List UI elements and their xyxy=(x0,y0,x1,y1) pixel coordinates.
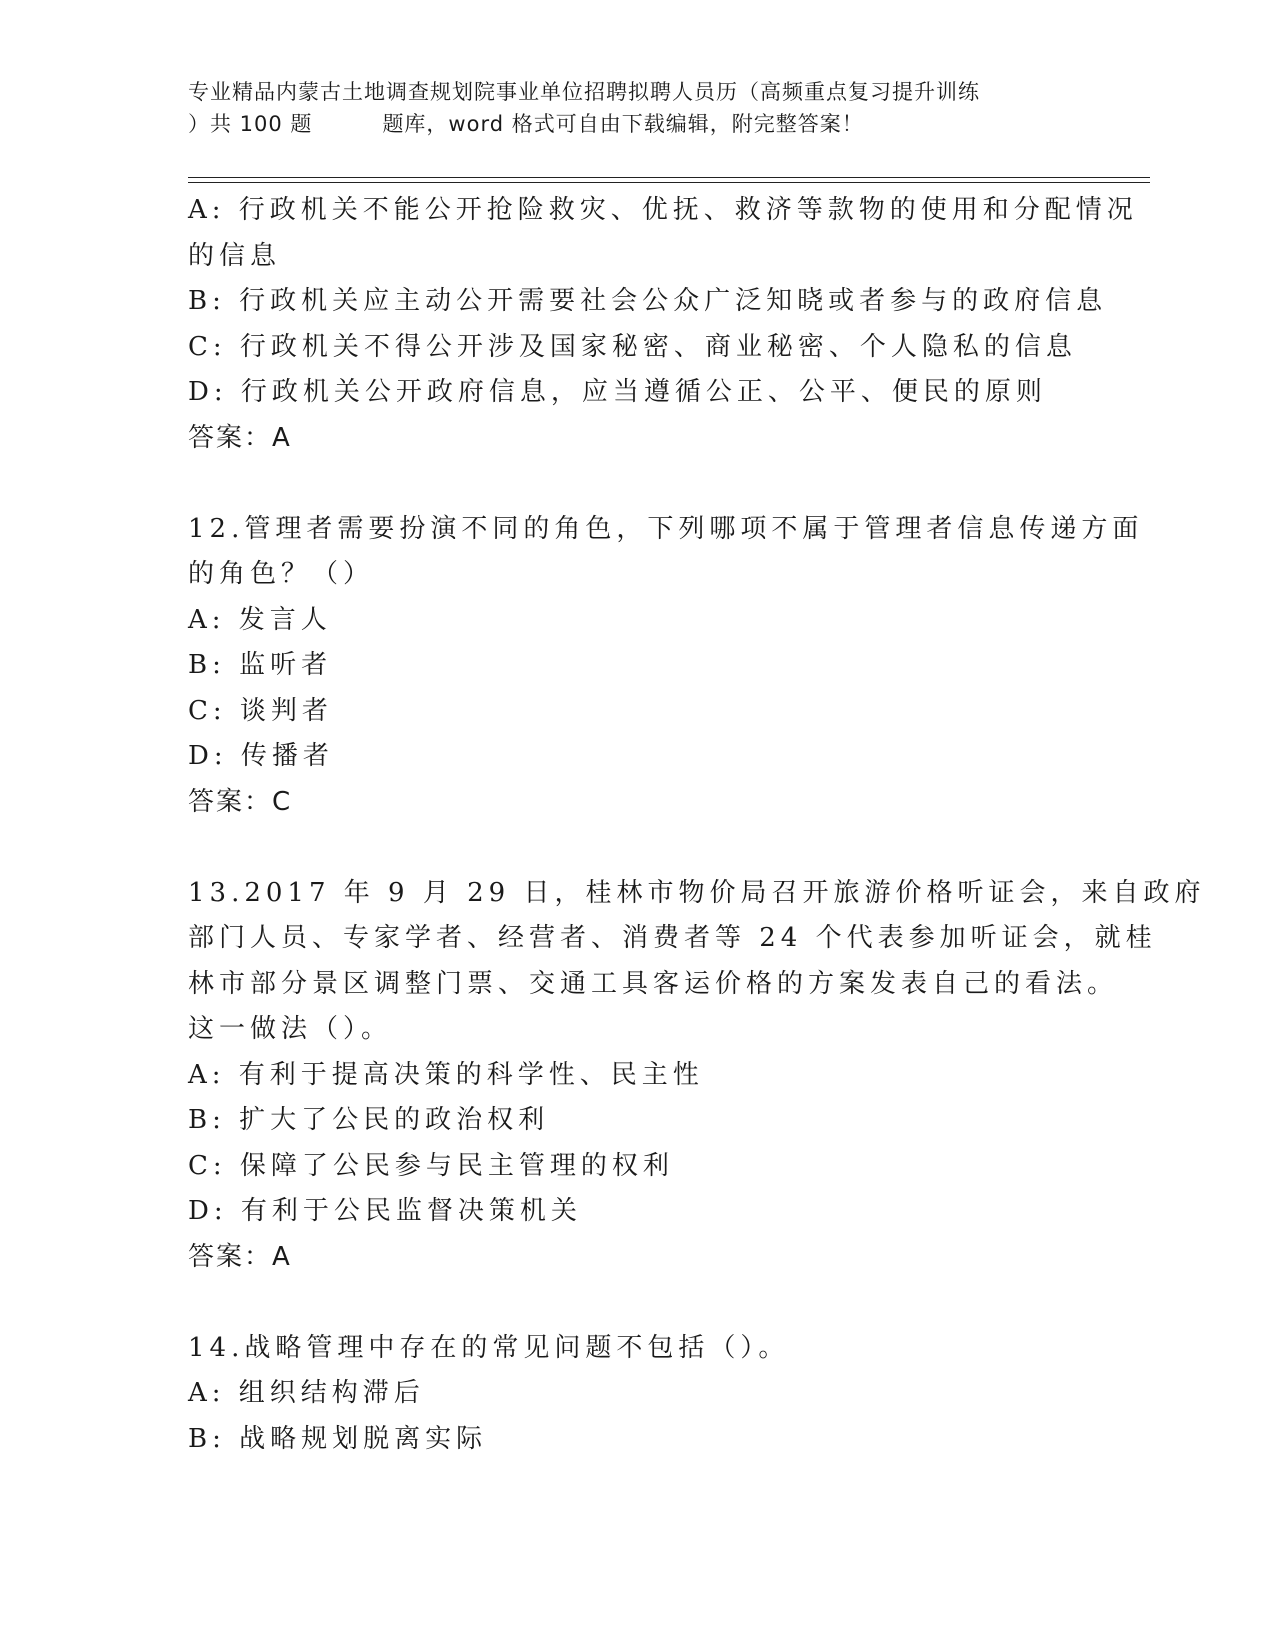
question-stem-line1: 14.战略管理中存在的常见问题不包括（）。 xyxy=(188,1332,790,1363)
header-download-note: 题库，word 格式可自由下载编辑，附完整答案！ xyxy=(382,112,864,136)
answer-label: 答案：A xyxy=(188,422,292,453)
option-a-line2: 的信息 xyxy=(188,240,282,271)
question-spacer xyxy=(188,825,1088,871)
question-stem-line2: 部门人员、专家学者、经营者、消费者等 24 个代表参加听证会，就桂 xyxy=(188,923,1157,953)
header-title-line1: 专业精品内蒙古土地调查规划院事业单位招聘拟聘人员历（高频重点复习提升训练 xyxy=(188,80,980,104)
option-a: A: 组织结构滞后 xyxy=(188,1378,425,1408)
header-question-count: ）共 100 题 xyxy=(188,112,313,136)
question-stem-line3: 林市部分景区调整门票、交通工具客运价格的方案发表自己的看法。 xyxy=(188,968,1119,999)
question-list xyxy=(188,188,1206,1462)
question-12 xyxy=(188,507,1144,826)
option-b: B: 战略规划脱离实际 xyxy=(188,1423,488,1454)
question-stem-line4: 这一做法（）。 xyxy=(188,1014,393,1044)
question-stem-line1: 13.2017 年 9 月 29 日，桂林市物价局召开旅游价格听证会，来自政府 xyxy=(188,877,1206,908)
header-divider-top xyxy=(188,177,1150,178)
question-11 xyxy=(188,188,1138,461)
option-c: C: 保障了公民参与民主管理的权利 xyxy=(188,1150,674,1181)
header-title-line2 xyxy=(188,108,1088,140)
option-b: B: 监听者 xyxy=(188,650,333,680)
option-c: C: 行政机关不得公开涉及国家秘密、商业秘密、个人隐私的信息 xyxy=(188,331,1077,362)
question-spacer xyxy=(188,461,1088,507)
answer-label: 答案：A xyxy=(188,1241,292,1272)
option-a: A: 有利于提高决策的科学性、民主性 xyxy=(188,1059,704,1090)
question-stem-line1: 12.管理者需要扮演不同的角色，下列哪项不属于管理者信息传递方面 xyxy=(188,513,1144,544)
document-header xyxy=(188,76,1088,140)
answer-label: 答案：C xyxy=(188,786,293,817)
option-b: B: 行政机关应主动公开需要社会公众广泛知晓或者参与的政府信息 xyxy=(188,286,1108,316)
header-divider-bottom xyxy=(188,182,1150,183)
option-d: D: 有利于公民监督决策机关 xyxy=(188,1196,582,1226)
option-a-line1: A: 行政机关不能公开抢险救灾、优抚、救济等款物的使用和分配情况 xyxy=(188,195,1138,225)
question-14 xyxy=(188,1326,1088,1463)
question-stem-line2: 的角色？（） xyxy=(188,559,375,589)
option-a: A: 发言人 xyxy=(188,604,332,635)
option-c: C: 谈判者 xyxy=(188,695,333,726)
option-d: D: 传播者 xyxy=(188,741,334,771)
question-spacer xyxy=(188,1280,1088,1326)
question-13 xyxy=(188,871,1206,1281)
option-d: D: 行政机关公开政府信息，应当遵循公正、公平、便民的原则 xyxy=(188,377,1047,407)
option-b: B: 扩大了公民的政治权利 xyxy=(188,1105,550,1135)
